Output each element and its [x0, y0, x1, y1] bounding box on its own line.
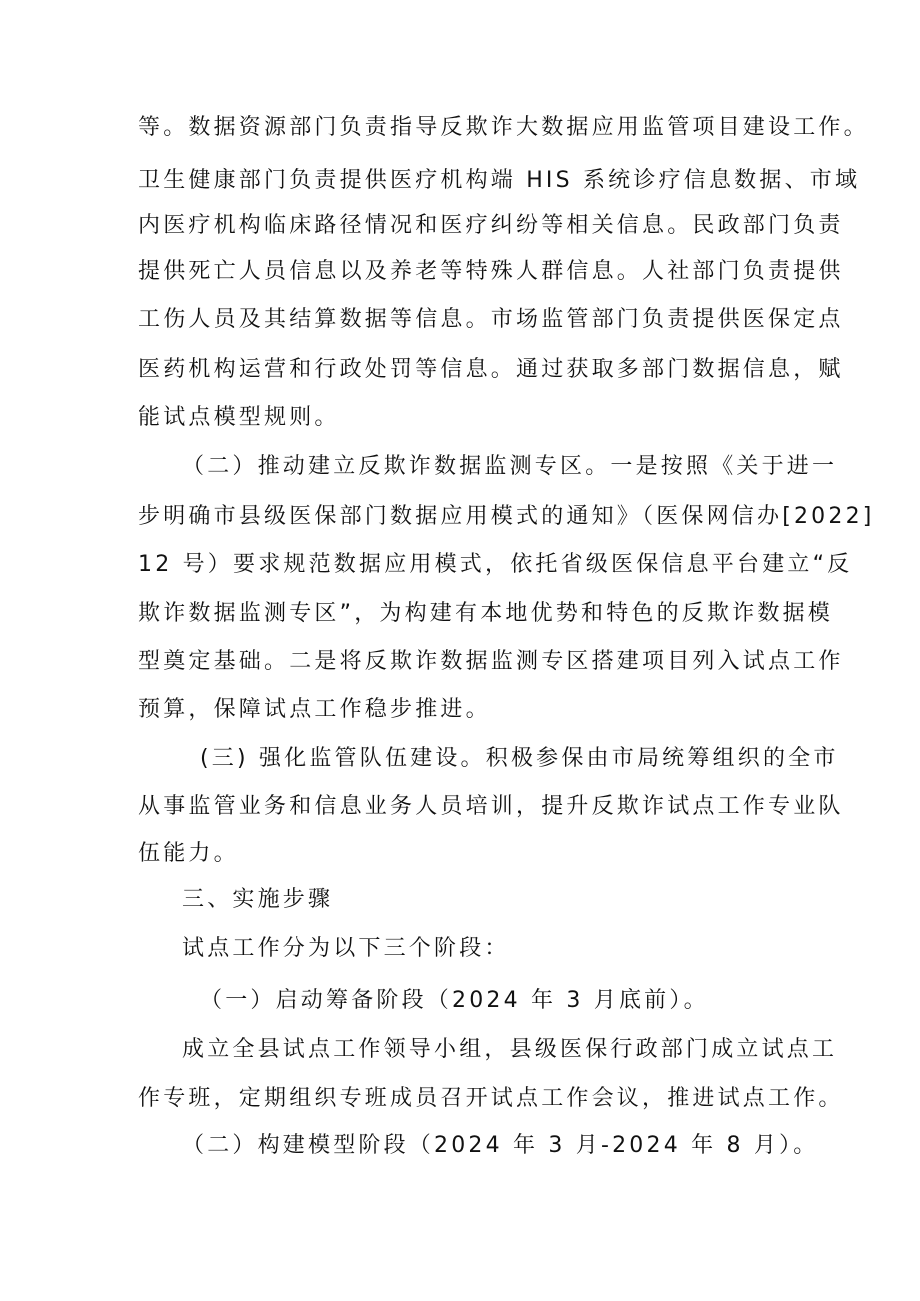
- paragraph-line: 12 号）要求规范数据应用模式，依托省级医保信息平台建立“反: [138, 552, 853, 577]
- section-heading-line: (三) 强化监管队伍建设。积极参保由市局统筹组织的全市: [200, 746, 839, 771]
- paragraph-line: 试点工作分为以下三个阶段：: [182, 936, 510, 961]
- paragraph-line: 等。数据资源部门负责指导反欺诈大数据应用监管项目建设工作。: [138, 115, 869, 140]
- stage-heading: （一）启动筹备阶段（2024 年 3 月底前）。: [200, 988, 709, 1013]
- paragraph-line: 提供死亡人员信息以及养老等特殊人群信息。人社部门负责提供: [138, 259, 844, 284]
- paragraph-line: 作专班，定期组织专班成员召开试点工作会议，推进试点工作。: [138, 1086, 844, 1111]
- stage-heading: （二）构建模型阶段（2024 年 3 月-2024 年 8 月）。: [182, 1133, 819, 1158]
- paragraph-line: 卫生健康部门负责提供医疗机构端 HIS 系统诊疗信息数据、市域: [138, 168, 861, 193]
- section-title: 三、实施步骤: [182, 887, 334, 912]
- paragraph-line: 医药机构运营和行政处罚等信息。通过获取多部门数据信息，赋: [138, 357, 844, 382]
- paragraph-line: 成立全县试点工作领导小组，县级医保行政部门成立试点工: [182, 1037, 838, 1062]
- paragraph-line: 工伤人员及其结算数据等信息。市场监管部门负责提供医保定点: [138, 307, 844, 332]
- section-heading-line: （二）推动建立反欺诈数据监测专区。一是按照《关于进一: [182, 454, 838, 479]
- paragraph-line: 型奠定基础。二是将反欺诈数据监测专区搭建项目列入试点工作: [138, 649, 844, 674]
- paragraph-line: 从事监管业务和信息业务人员培训，提升反欺诈试点工作专业队: [138, 794, 844, 819]
- paragraph-line: 内医疗机构临床路径情况和医疗纠纷等相关信息。民政部门负责: [138, 213, 844, 238]
- paragraph-line: 能试点模型规则。: [138, 405, 340, 430]
- paragraph-line: 伍能力。: [138, 841, 239, 866]
- paragraph-line: 步明确市县级医保部门数据应用模式的通知》（医保网信办[2022]: [138, 504, 875, 529]
- paragraph-line: 欺诈数据监测专区”，为构建有本地优势和特色的反欺诈数据模: [138, 601, 833, 626]
- paragraph-line: 预算，保障试点工作稳步推进。: [138, 697, 491, 722]
